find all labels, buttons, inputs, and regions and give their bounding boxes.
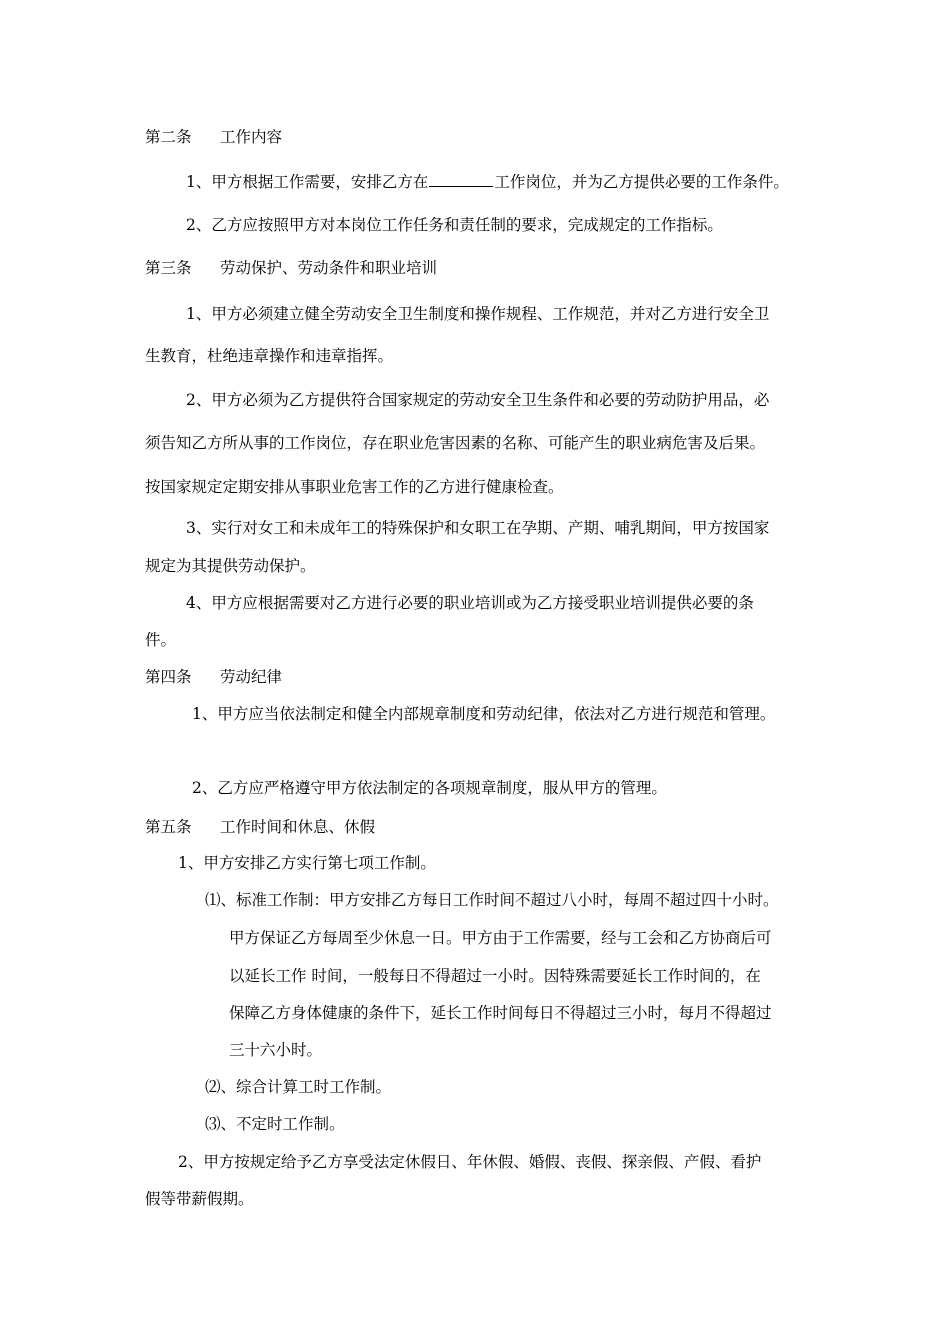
- section-3-number: 第三条: [145, 259, 192, 277]
- section-3-heading: [145, 258, 437, 278]
- section-4-number: 第四条: [145, 668, 192, 686]
- section-5-item-3: ⑶、不定时工作制。: [205, 1115, 345, 1133]
- section-2-paragraph-1: [186, 172, 789, 192]
- section-5-paragraph-1: 1、甲方安排乙方实行第七项工作制。: [178, 854, 436, 872]
- section-2-paragraph-2: 2、乙方应按照甲方对本岗位工作任务和责任制的要求，完成规定的工作指标。: [186, 216, 723, 234]
- section-3-paragraph-2-line-2: 须告知乙方所从事的工作岗位，存在职业危害因素的名称、可能产生的职业病危害及后果。: [145, 434, 766, 452]
- section-3-paragraph-2-line-3: 按国家规定定期安排从事职业危害工作的乙方进行健康检查。: [145, 478, 564, 496]
- section-3-title: 劳动保护、劳动条件和职业培训: [220, 259, 438, 277]
- section-5-item-2: ⑵、综合计算工时工作制。: [205, 1078, 392, 1096]
- section-5-number: 第五条: [145, 818, 192, 836]
- section-4-paragraph-1: 1、甲方应当依法制定和健全内部规章制度和劳动纪律，依法对乙方进行规范和管理。: [192, 705, 776, 723]
- section-2-number: 第二条: [145, 128, 192, 146]
- section-4-heading: [145, 667, 282, 687]
- section-5-paragraph-2-line-1: 2、甲方按规定给予乙方享受法定休假日、年休假、婚假、丧假、探亲假、产假、看护: [178, 1153, 762, 1171]
- paragraph-text: 1、甲方根据工作需要，安排乙方在: [186, 173, 429, 191]
- section-3-paragraph-3-line-1: 3、实行对女工和未成年工的特殊保护和女职工在孕期、产期、哺乳期间，甲方按国家: [186, 519, 770, 537]
- section-4-paragraph-2: 2、乙方应严格遵守甲方依法制定的各项规章制度，服从甲方的管理。: [192, 779, 667, 797]
- section-5-item-1-line-5: 三十六小时。: [229, 1041, 323, 1059]
- section-3-paragraph-4-line-2: 件。: [145, 631, 177, 649]
- section-5-item-1-line-2: 甲方保证乙方每周至少休息一日。甲方由于工作需要，经与工会和乙方协商后可: [229, 929, 772, 947]
- section-5-paragraph-2-line-2: 假等带薪假期。: [145, 1190, 254, 1208]
- paragraph-text: 工作岗位，并为乙方提供必要的工作条件。: [494, 173, 789, 191]
- section-3-paragraph-1-line-1: 1、甲方必须建立健全劳动安全卫生制度和操作规程、工作规范，并对乙方进行安全卫: [186, 305, 770, 323]
- section-3-paragraph-3-line-2: 规定为其提供劳动保护。: [145, 557, 316, 575]
- section-3-paragraph-4-line-1: 4、甲方应根据需要对乙方进行必要的职业培训或为乙方接受职业培训提供必要的条: [186, 594, 754, 612]
- section-2-title: 工作内容: [220, 128, 283, 146]
- section-2-heading: [145, 127, 282, 147]
- fill-in-blank: [429, 172, 493, 187]
- section-5-item-1-line-1: ⑴、标准工作制：甲方安排乙方每日工作时间不超过八小时，每周不超过四十小时。: [205, 891, 779, 909]
- section-4-title: 劳动纪律: [220, 668, 283, 686]
- section-5-item-1-line-4: 保障乙方身体健康的条件下，延长工作时间每日不得超过三小时，每月不得超过: [229, 1004, 772, 1022]
- section-5-heading: [145, 817, 375, 837]
- section-3-paragraph-2-line-1: 2、甲方必须为乙方提供符合国家规定的劳动安全卫生条件和必要的劳动防护用品，必: [186, 391, 770, 409]
- section-3-paragraph-1-line-2: 生教育，杜绝违章操作和违章指挥。: [145, 347, 394, 365]
- section-5-title: 工作时间和休息、休假: [220, 818, 376, 836]
- section-5-item-1-line-3: 以延长工作 时间，一般每日不得超过一小时。因特殊需要延长工作时间的，在: [229, 967, 761, 985]
